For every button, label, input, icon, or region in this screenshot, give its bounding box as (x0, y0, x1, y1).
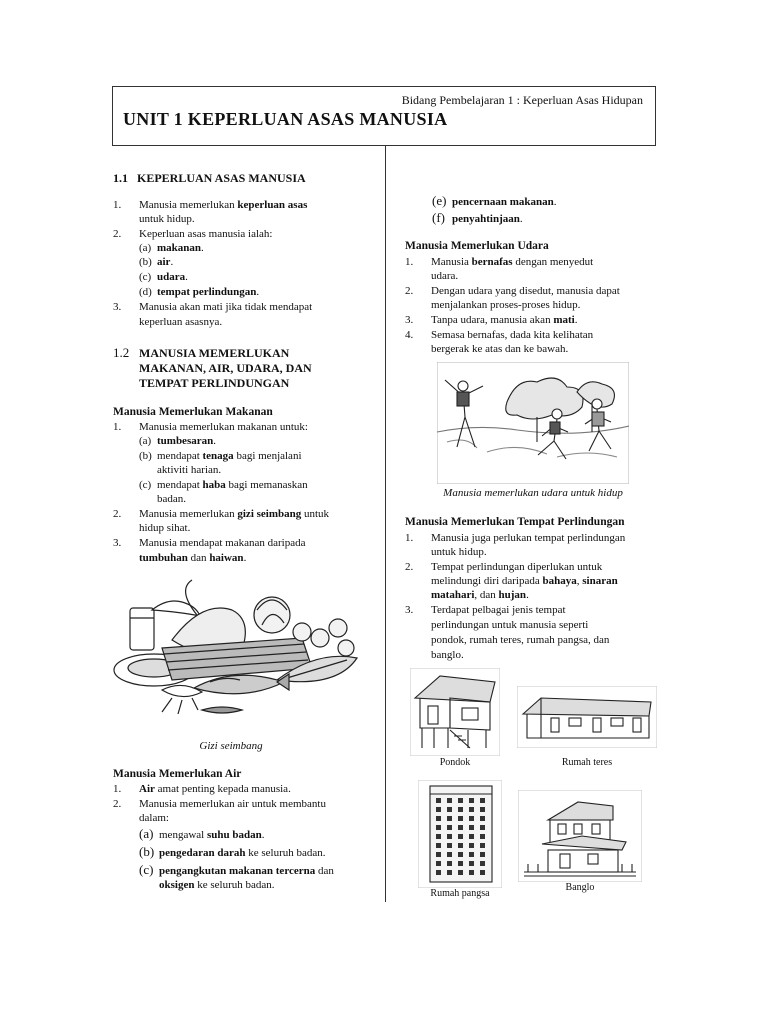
sub-letter: (a) (139, 826, 154, 841)
item-text: dengan menyedut (512, 256, 594, 268)
item-text-cont: perlindungan untuk manusia seperti (431, 619, 589, 631)
item-text-cont: badan. (157, 493, 187, 505)
window-mark (469, 852, 474, 857)
sub-letter: (a) (139, 242, 152, 254)
item-text: Manusia mendapat makanan daripada (139, 537, 306, 549)
sub-item (139, 863, 334, 879)
sub-item (139, 845, 326, 861)
item-text-cont: dalam: (139, 812, 169, 824)
item-text: dan (187, 552, 210, 564)
window-mark (436, 798, 441, 803)
section-number: 1.1 (113, 171, 128, 185)
keyword: tenaga (202, 450, 234, 462)
keyword: mati (553, 314, 575, 326)
item-number: 1. (113, 421, 122, 433)
window-mark (458, 852, 463, 857)
item-number: 3. (405, 604, 414, 616)
rumah-teres-illustration (517, 686, 657, 748)
people-exercising-illustration (437, 362, 629, 484)
item-number: 2. (113, 798, 122, 810)
item-text: dan (315, 865, 334, 877)
list-item (405, 531, 625, 546)
figure-caption: Manusia memerlukan udara untuk hidup (443, 487, 623, 499)
window-mark (469, 807, 474, 812)
window-mark (469, 798, 474, 803)
air-heading: Manusia Memerlukan Udara (405, 240, 549, 252)
list-item (405, 255, 593, 270)
column-divider (385, 146, 386, 902)
window-mark (447, 843, 452, 848)
window-mark (458, 834, 463, 839)
punct: . (256, 286, 260, 298)
item-text: Manusia juga perlukan tempat perlindungan (431, 532, 626, 544)
window-mark (480, 861, 485, 866)
item-number: 4. (405, 329, 414, 341)
window-mark (480, 798, 485, 803)
item-number: 2. (405, 285, 414, 297)
item-number: 1. (405, 532, 414, 544)
item-text-cont: hidup sihat. (139, 522, 191, 534)
list-item (113, 507, 329, 522)
item-number: 2. (405, 561, 414, 573)
item-text-cont: udara. (431, 270, 459, 282)
learning-area-subtitle: Bidang Pembelajaran 1 : Keperluan Asas Hidupan (401, 93, 643, 107)
keyword: sinaran (582, 575, 618, 587)
section-title: KEPERLUAN ASAS MANUSIA (137, 171, 306, 185)
list-item (113, 797, 326, 812)
window-mark (480, 825, 485, 830)
item-text: Manusia memerlukan makanan untuk: (139, 421, 308, 433)
window-mark (469, 825, 474, 830)
item-text-cont: menjalankan proses-proses hidup. (431, 299, 581, 311)
window-mark (447, 861, 452, 866)
keyword: tumbuhan (139, 552, 188, 564)
item-text: Manusia akan mati jika tidak mendapat (139, 301, 313, 313)
item-text: Semasa bernafas, dada kita kelihatan (431, 329, 594, 341)
item-number: 3. (113, 537, 122, 549)
item-text: ke seluruh badan. (194, 879, 275, 891)
punct: . (201, 242, 204, 254)
keyword: tumbesaran (157, 435, 214, 447)
item-text: Terdapat pelbagai jenis tempat (431, 604, 566, 616)
window-mark (458, 870, 463, 875)
water-heading: Manusia Memerlukan Air (113, 768, 242, 780)
house-label: Pondok (439, 757, 471, 768)
sub-letter: (c) (139, 479, 152, 491)
sub-letter: (e) (432, 193, 447, 208)
window-mark (447, 807, 452, 812)
shelter-heading: Manusia Memerlukan Tempat Perlindungan (405, 516, 625, 528)
item-text: Keperluan asas manusia ialah: (139, 228, 273, 240)
item-text: Tanpa udara, manusia akan (431, 314, 554, 326)
item-text-cont: pondok, rumah teres, rumah pangsa, dan (431, 634, 610, 646)
figure-caption: Gizi seimbang (199, 740, 263, 752)
list-item (405, 284, 620, 299)
window-mark (436, 861, 441, 866)
sub-letter: (b) (139, 450, 152, 462)
item-text: bagi memanaskan (225, 479, 308, 491)
window-mark (458, 843, 463, 848)
keyword: oksigen (159, 879, 195, 891)
window-mark (480, 870, 485, 875)
keyword: makanan (157, 242, 202, 254)
item-text: Manusia (431, 256, 472, 268)
item-text: , dan (474, 589, 499, 601)
window-mark (469, 843, 474, 848)
punct: . (261, 829, 265, 841)
sub-item (139, 255, 173, 270)
item-text-cont (159, 878, 275, 893)
keyword: haiwan (209, 552, 244, 564)
keyword: pengedaran darah (159, 847, 246, 859)
unit-header-box (112, 86, 656, 146)
food-heading: Manusia Memerlukan Makanan (113, 406, 273, 418)
item-text-cont (431, 588, 529, 603)
window-mark (447, 798, 452, 803)
window-mark (458, 807, 463, 812)
keyword: pengangkutan makanan tercerna (159, 865, 316, 877)
item-text: mendapat (157, 479, 203, 491)
window-mark (469, 861, 474, 866)
keyword: matahari (431, 589, 475, 601)
item-text: amat penting kepada manusia. (154, 783, 291, 795)
item-text-cont: keperluan asasnya. (139, 316, 223, 328)
punct: . (243, 552, 247, 564)
item-number: 3. (113, 301, 122, 313)
window-mark (447, 852, 452, 857)
item-number: 1. (113, 783, 122, 795)
rumah-pangsa-illustration (418, 780, 502, 888)
window-mark (480, 816, 485, 821)
punct: . (185, 271, 188, 283)
item-text-cont: banglo. (431, 649, 464, 661)
sub-item (139, 285, 259, 300)
banglo-illustration (518, 790, 642, 882)
window-mark (480, 834, 485, 839)
keyword: pencernaan makanan (452, 196, 554, 208)
window-mark (447, 825, 452, 830)
section-title-line: MAKANAN, AIR, UDARA, DAN (139, 361, 312, 375)
sub-item (139, 270, 188, 285)
keyword: haba (202, 479, 226, 491)
window-mark (469, 816, 474, 821)
punct: . (526, 589, 529, 601)
item-text-cont: bergerak ke atas dan ke bawah. (431, 343, 569, 355)
list-item (113, 420, 308, 435)
keyword: gizi seimbang (237, 508, 302, 520)
section-1-2-heading (139, 346, 312, 391)
list-item (405, 328, 593, 343)
sub-letter: (f) (432, 210, 445, 225)
balanced-diet-illustration (102, 570, 360, 730)
sub-letter: (b) (139, 844, 155, 859)
house-label: Banglo (565, 882, 595, 893)
sub-item (432, 194, 557, 210)
section-title-line: TEMPAT PERLINDUNGAN (139, 376, 290, 390)
house-label: Rumah teres (561, 757, 613, 768)
list-item (113, 536, 305, 551)
punct: . (553, 196, 557, 208)
section-number: 1.2 (113, 345, 130, 360)
window-mark (469, 870, 474, 875)
keyword: keperluan asas (237, 199, 308, 211)
item-text: ke seluruh badan. (245, 847, 326, 859)
keyword: bahaya (542, 575, 577, 587)
window-mark (436, 852, 441, 857)
punct: . (574, 314, 578, 326)
list-item (405, 603, 566, 618)
window-mark (469, 834, 474, 839)
sub-item (139, 434, 216, 449)
window-mark (436, 807, 441, 812)
item-text: melindungi diri daripada (431, 575, 543, 587)
item-text-cont (139, 551, 246, 566)
list-item (113, 227, 272, 242)
window-mark (436, 825, 441, 830)
item-number: 2. (113, 508, 122, 520)
list-item (113, 782, 291, 797)
window-mark (436, 816, 441, 821)
item-number: 2. (113, 228, 122, 240)
window-mark (458, 798, 463, 803)
sub-letter: (b) (139, 256, 152, 268)
window-mark (458, 861, 463, 866)
window-mark (447, 816, 452, 821)
keyword: hujan (498, 589, 527, 601)
item-text: Dengan udara yang disedut, manusia dapat (431, 285, 620, 297)
window-mark (447, 834, 452, 839)
item-text: Manusia memerlukan air untuk membantu (139, 798, 326, 810)
list-item (113, 300, 312, 315)
sub-letter: (d) (139, 286, 152, 298)
section-1-1-heading (113, 171, 306, 186)
sub-item (139, 827, 264, 843)
window-mark (436, 834, 441, 839)
item-text-cont: untuk hidup. (139, 213, 195, 225)
punct: . (170, 256, 174, 268)
keyword: air (157, 256, 171, 268)
window-mark (480, 852, 485, 857)
item-text: Manusia memerlukan (139, 508, 238, 520)
item-text-cont: untuk hidup. (431, 546, 487, 558)
list-item (405, 560, 602, 575)
item-text: mendapat (157, 450, 203, 462)
window-mark (447, 870, 452, 875)
window-mark (458, 816, 463, 821)
sub-letter: (c) (139, 862, 154, 877)
item-number: 3. (405, 314, 414, 326)
window-mark (436, 843, 441, 848)
sub-letter: (a) (139, 435, 152, 447)
window-mark (458, 825, 463, 830)
item-number: 1. (405, 256, 414, 268)
keyword: suhu badan (206, 829, 262, 841)
item-text: bagi menjalani (233, 450, 302, 462)
sub-letter: (c) (139, 271, 152, 283)
item-text: Manusia memerlukan (139, 199, 238, 211)
window-mark (480, 843, 485, 848)
punct: . (519, 213, 523, 225)
keyword: bernafas (471, 256, 513, 268)
keyword: Air (139, 783, 155, 795)
item-text: , (576, 575, 583, 587)
list-item (113, 198, 307, 213)
keyword: tempat perlindungan (157, 286, 257, 298)
keyword: udara (157, 271, 186, 283)
sub-item (139, 478, 308, 493)
window-mark (436, 870, 441, 875)
item-text-cont: aktiviti harian. (157, 464, 222, 476)
sub-item (139, 241, 204, 256)
window-mark (480, 807, 485, 812)
item-text: untuk (301, 508, 330, 520)
item-number: 1. (113, 199, 122, 211)
item-text: Tempat perlindungan diperlukan untuk (431, 561, 603, 573)
list-item (405, 313, 577, 328)
keyword: penyahtinjaan (452, 213, 520, 225)
unit-title: UNIT 1 KEPERLUAN ASAS MANUSIA (123, 109, 448, 129)
pondok-illustration (410, 668, 500, 756)
sub-item (432, 211, 523, 227)
item-text-cont (431, 574, 618, 589)
item-text: mengawal (159, 829, 207, 841)
house-label: Rumah pangsa (430, 888, 490, 899)
sub-item (139, 449, 302, 464)
section-title-line: MANUSIA MEMERLUKAN (139, 346, 290, 360)
punct: . (213, 435, 216, 447)
